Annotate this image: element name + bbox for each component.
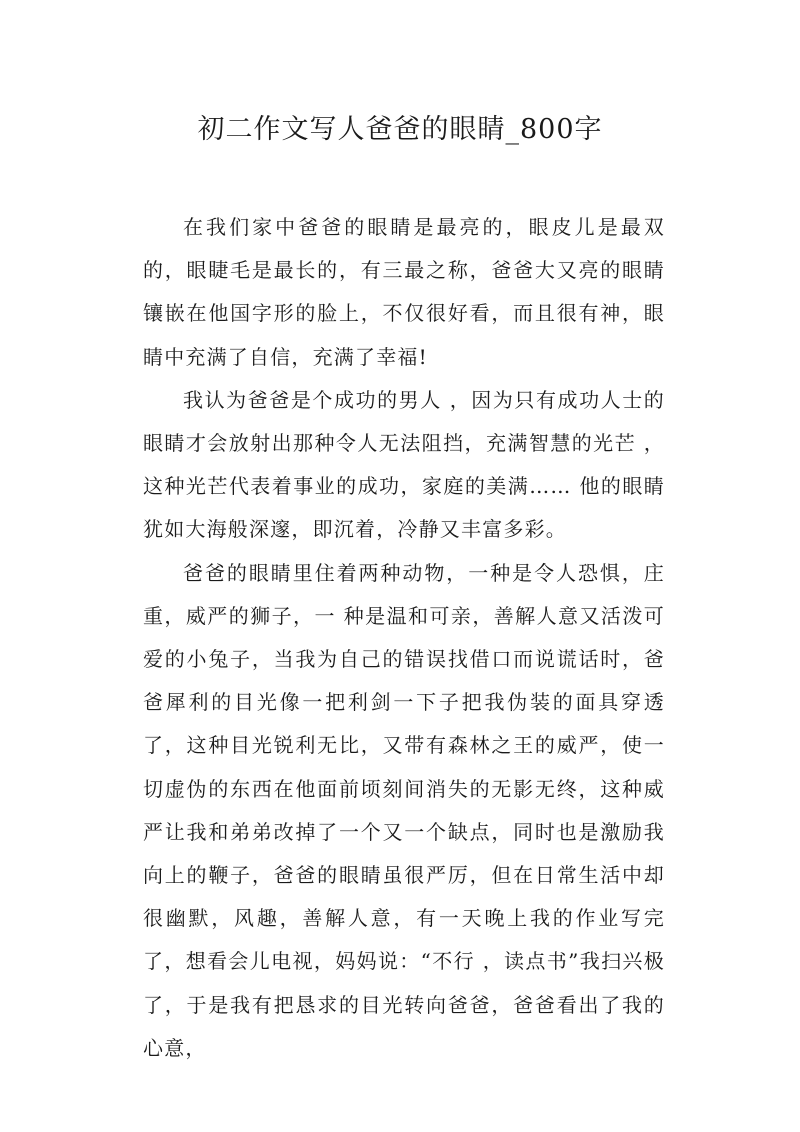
paragraph-1: 在我们家中爸爸的眼睛是最亮的，眼皮儿是最双的，眼睫毛是最长的，有三最之称，爸爸大又亮的眼睛镶嵌在他国字形的脸上，不仅很好看，而且很有神，眼睛中充满了自信，充满了幸福!	[143, 215, 665, 369]
paragraph-2: 我认为爸爸是个成功的男人 ，因为只有成功人士的眼睛才会放射出那种令人无法阻挡，充满智慧的光芒 ，这种光芒代表着事业的成功，家庭的美满…… 他的眼睛犹如大海般深邃，即沉着，冷静又丰富多彩。	[143, 387, 665, 542]
document-body	[143, 206, 665, 1070]
paragraph-3: 爸爸的眼睛里住着两种动物，一种是令人恐惧，庄重，威严的狮子，一 种是温和可亲，善解人意又活泼可爱的小兔子，当我为自己的错误找借口而说谎话时，爸爸犀利的目光像一把利剑一下子把我伪装的面具穿透了，这种目光锐利无比，又带有森林之王的威严，使一切虚伪的东西在他面前顷刻间消失的无影无终，这种威严让我和弟弟改掉了一个又一个缺点，同时也是激励我向上的鞭子，爸爸的眼睛虽很严厉，但在日常生活中却很幽默，风趣，善解人意，有一天晚上我的作业写完了，想看会儿电视，妈妈说：“不行 ，读点书”我扫兴极了，于是我有把恳求的目光转向爸爸，爸爸看出了我的心意，	[143, 560, 665, 1060]
document-title: 初二作文写人爸爸的眼睛_800字	[197, 114, 603, 145]
